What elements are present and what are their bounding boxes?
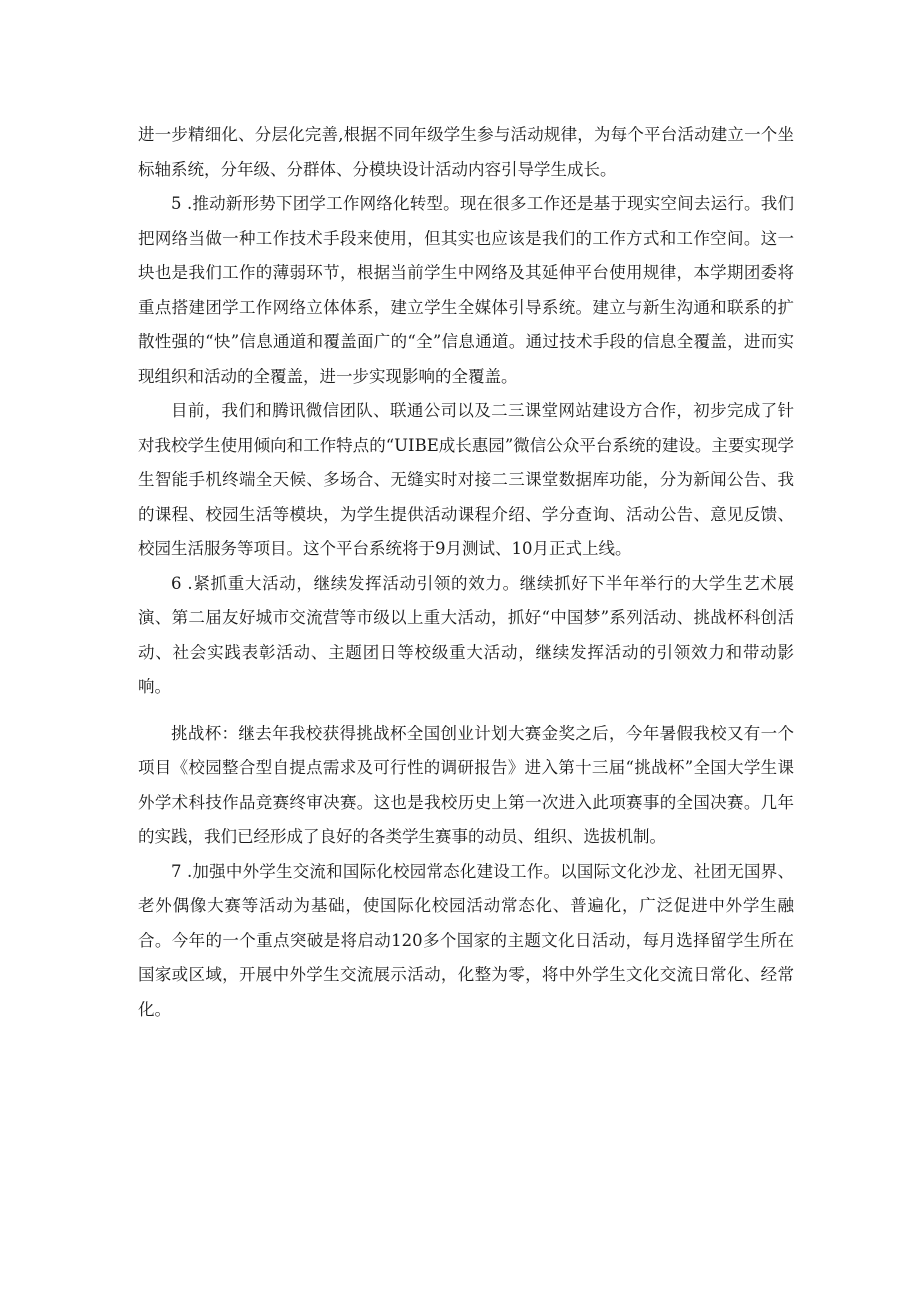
paragraph-item-7-international: 7 .加强中外学生交流和国际化校园常态化建设工作。以国际文化沙龙、社团无国界、老外偶像大赛等活动为基础，使国际化校园活动常态化、普遍化，广泛促进中外学生融合。今年的一个重点突破是将启动120多个国家的主题文化日活动，每月选择留学生所在国家或区域，开展中外学生交流展示活动，化整为零，将中外学生文化交流日常化、经常化。 — [138, 861, 794, 1019]
paragraph-wechat-platform: 目前，我们和腾讯微信团队、联通公司以及二三课堂网站建设方合作，初步完成了针对我校学生使用倾向和工作特点的“UIBE成长惠园”微信公众平台系统的建设。主要实现学生智能手机终端全天候、多场合、无缝实时对接二三课堂数据库功能，分为新闻公告、我的课程、校园生活等模块，为学生提供活动课程介绍、学分查询、活动公告、意见反馈、校园生活服务等项目。这个平台系统将于9月测试、10月正式上线。 — [138, 401, 794, 558]
paragraph-item-5-network: 5 .推动新形势下团学工作网络化转型。现在很多工作还是基于现实空间去运行。我们把网络当做一种工作技术手段来使用，但其实也应该是我们的工作方式和工作空间。这一块也是我们工作的薄弱环节，根据当前学生中网络及其延伸平台使用规律，本学期团委将重点搭建团学工作网络立体体系，建立学生全媒体引导系统。建立与新生沟通和联系的扩散性强的“快”信息通道和覆盖面广的“全”信息通道。通过技术手段的信息全覆盖，进而实现组织和活动的全覆盖，进一步实现影响的全覆盖。 — [138, 194, 794, 386]
document-body — [138, 118, 794, 1027]
paragraph-challenge-cup: 挑战杯：继去年我校获得挑战杯全国创业计划大赛金奖之后，今年暑假我校又有一个项目《校园整合型自提点需求及可行性的调研报告》进入第十三届“挑战杯”全国大学生课外学术科技作品竞赛终审决赛。这也是我校历史上第一次进入此项赛事的全国决赛。几年的实践，我们已经形成了良好的各类学生赛事的动员、组织、选拔机制。 — [138, 723, 794, 846]
paragraph-item-6-major-activities: 6 .紧抓重大活动，继续发挥活动引领的效力。继续抓好下半年举行的大学生艺术展演、第二届友好城市交流营等市级以上重大活动，抓好“中国梦”系列活动、挑战杯科创活动、社会实践表彰活动、主题团日等校级重大活动，继续发挥活动的引领效力和带动影响。 — [138, 573, 794, 696]
paragraph-continuation: 进一步精细化、分层化完善,根据不同年级学生参与活动规律，为每个平台活动建立一个坐标轴系统，分年级、分群体、分模块设计活动内容引导学生成长。 — [138, 125, 794, 179]
